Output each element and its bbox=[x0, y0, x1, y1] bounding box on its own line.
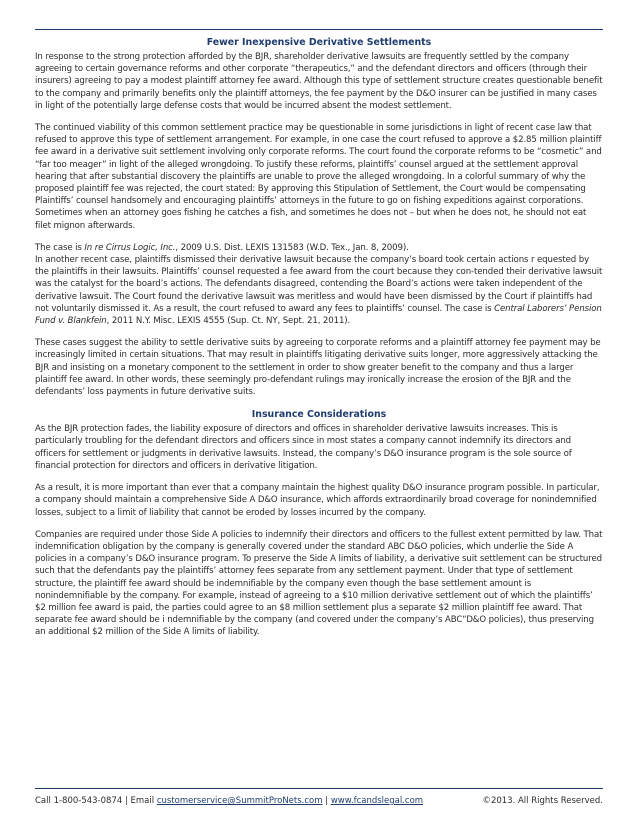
case-name: In re Cirrus Logic, Inc. bbox=[84, 242, 176, 253]
paragraph-case-citation bbox=[35, 242, 603, 254]
paragraph-text: In another recent case, plaintiffs dismissed their derivative lawsuit because the company’s board took certain actions r equested by the plaintiffs in their lawsuits. Plaintiffs’ counsel requested a fee award from the court because they con-tended their derivative lawsuit was the catalyst for the board’s actions. The defendants disagreed, contending the Board’s actions were taken independent of the derivative lawsuit. The Court found the derivative lawsuit was meritless and would have been dismissed by the Court if plaintiffs had not voluntarily dismissed it. As a result, the court refused to award any fees to plaintiffs’ counsel. The case is bbox=[35, 255, 603, 314]
footer-separator: | Email bbox=[122, 796, 157, 806]
footer-separator: | bbox=[322, 796, 331, 806]
case-name: Central Laborers’ Pension Fund v. Blankfein bbox=[35, 303, 602, 327]
case-cite: , 2011 N.Y. Misc. LEXIS 4555 (Sup. Ct. NY, Sept. 21, 2011). bbox=[106, 316, 351, 327]
footer-copyright: ©2013. All Rights Reserved. bbox=[482, 796, 603, 806]
paragraph: These cases suggest the ability to settle derivative suits by agreeing to corporate reforms and a plaintiff attorney fee payment may be increasingly limited in certain situations. That may result in plaintiffs litigating derivative suits longer, more aggressively attacking the BJR and insisting on a monetary component to the settlement in order to show greater benefit to the company and thus a larger plaintiff fee award. In other words, these seemingly pro-defendant rulings may ironically increase the erosion of the BJR and the defendants’ loss payments in future derivative suits. bbox=[35, 338, 601, 398]
paragraph: Companies are required under those Side A policies to indemnify their directors and officers to the fullest extent permitted by law. That indemnification obligation by the company is generally covered under the standard ABC D&O policies, which underlie the Side A policies in a company’s D&O insurance program. To preserve the Side A limits of liability, a derivative suit settlement can be structured such that the defendants pay the plaintiffs’ attorney fees separate from any settlement payment. Under that type of settlement structure, the plaintiff fee award should be indemnifiable by the company even though the base settlement amount is nonindemnifiable by the company. For example, instead of agreeing to a $10 million derivative settlement out of which the plaintiffs’ $2 million fee award is paid, the parties could agree to an $8 million settlement plus a separate $2 million plaintiff fee award. That separate fee award should be i ndemnifiable by the company (and covered under the company’s ABC“D&O policies), thus preserving an additional $2 million of the Side A limits of liability. bbox=[35, 529, 603, 638]
case-cite: , 2009 U.S. Dist. LEXIS 131583 (W.D. Tex., Jan. 8, 2009). bbox=[175, 242, 409, 253]
page bbox=[35, 0, 603, 826]
paragraph: As a result, it is more important than ever that a company maintain the highest quality D&O insurance program possible. In particular, a company should maintain a comprehensive Side A D&O insurance, which affords extraordinarily broad coverage for nonindemnified losses, subject to a limit of liability that cannot be eroded by losses incurred by the company. bbox=[35, 483, 600, 518]
footer bbox=[35, 795, 603, 807]
top-rule bbox=[35, 29, 603, 30]
footer-email-link[interactable]: customerservice@SummitProNets.com bbox=[156, 796, 323, 806]
paragraph: The continued viability of this common settlement practice may be questionable in some jurisdictions in light of recent case law that refused to approve this type of settlement arrangement. For example, in one case the court refused to approve a $2.85 million plaintiff fee award in a derivative suit settlement involving only corporate reforms. The court found the corporate reforms to be “cosmetic” and “far too meager” in light of the alleged wrongdoing. To justify these reforms, plaintiffs’ counsel argued at the settlement approval hearing that after substantial discovery the plaintiffs are unable to prove the alleged wrongdoing. In a colorful summary of why the proposed plaintiff fee was rejected, the court stated: By approving this Stipulation of Settlement, the Court would be compensating Plaintiffs’ counsel handsomely and encouraging plaintiffs’ attorneys in the future to go on fishing expeditions against corporations. Sometimes when an attorney goes fishing he catches a fish, and sometimes he does not – but when he does not, he should not eat filet mignon afterwards. bbox=[35, 123, 602, 231]
footer-phone: Call 1-800-543-0874 bbox=[35, 796, 123, 806]
bottom-rule bbox=[35, 788, 603, 789]
article-body bbox=[35, 36, 603, 649]
paragraph bbox=[35, 254, 603, 327]
footer-website-link[interactable]: www.fcandslegal.com bbox=[330, 796, 424, 806]
case-intro: The case is bbox=[35, 242, 85, 253]
section-heading-settlements: Fewer Inexpensive Derivative Settlements bbox=[206, 37, 432, 48]
section-heading-insurance: Insurance Considerations bbox=[251, 409, 387, 421]
paragraph: As the BJR protection fades, the liability exposure of directors and offices in shareholder derivative lawsuits increases. This is particularly troubling for the defendant directors and officers since in most states a company cannot indemnify its directors and officers for settlement or judgments in derivative lawsuits. Instead, the company’s D&O insurance program is the sole source of financial protection for directors and officers in derivative litigation. bbox=[35, 424, 572, 471]
paragraph: In response to the strong protection afforded by the BJR, shareholder derivative lawsuits are frequently settled by the company agreeing to certain governance reforms and other corporate “therapeutics,” and the defendant directors and officers (through their insurers) agreeing to pay a modest plaintiff attorney fee award. Although this type of settlement structure creates questionable benefit to the company and primarily benefits only the plaintiff attorneys, the fee payment by the D&O insurer can be justified in many cases in light of the potentially large defense costs that would be incurred absent the modest settlement. bbox=[35, 52, 603, 111]
